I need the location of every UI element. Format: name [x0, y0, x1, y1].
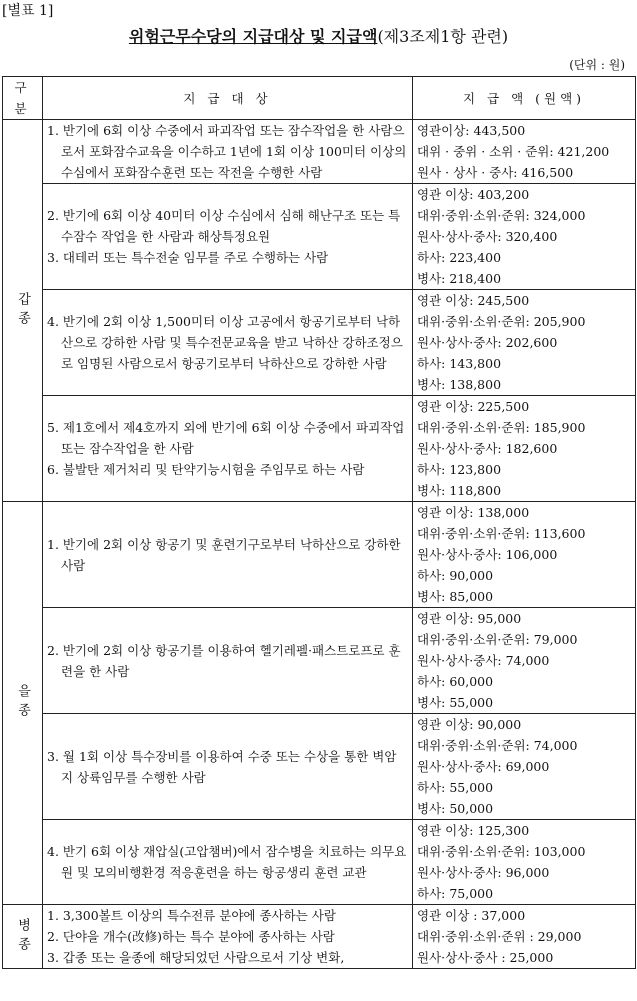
amount-cell [413, 608, 636, 714]
amount-cell [413, 905, 636, 969]
amount-cell [413, 290, 636, 396]
target-item: 1. 반기에 6회 이상 수중에서 파괴작업 또는 잠수작업을 한 사람으로서 포화잠수교육을 이수하고 1년에 1회 이상 100미터 이상의 수심에서 포화잠수훈련 또는 작전을 수행한 사람 [47, 123, 407, 180]
amount-line: 영관 이상: 245,500 [417, 293, 530, 308]
amount-line: 하사: 90,000 [417, 568, 494, 583]
table-row [3, 290, 636, 396]
amount-line: 원사·상사·중사 : 25,000 [417, 950, 554, 965]
title-reference: (제3조제1항 관련) [377, 27, 509, 46]
amount-cell [413, 184, 636, 290]
amount-line: 하사: 75,000 [417, 886, 494, 901]
title-text: 위험근무수당의 지급대상 및 지급액 [128, 27, 378, 46]
target-item: 4. 반기에 2회 이상 1,500미터 이상 고공에서 항공기로부터 낙하산으로 강하한 사람 및 특수전문교육을 받고 낙하산 강하조정으로 임명된 사람으로서 항공기로부터 낙하산으로 강하한 사람 [47, 314, 403, 371]
amount-line: 영관 이상 : 37,000 [417, 908, 526, 923]
table-row [3, 502, 636, 608]
table-body [3, 120, 636, 969]
table-header-row [3, 77, 636, 120]
amount-line: 하사: 55,000 [417, 780, 494, 795]
header-category: 구분 [3, 77, 43, 120]
amount-line: 대위·중위·소위·준위: 113,600 [417, 526, 586, 541]
amount-line: 영관 이상: 125,300 [417, 823, 530, 838]
amount-line: 대위 · 중위 · 소위 · 준위: 421,200 [417, 144, 610, 159]
target-cell [43, 290, 413, 396]
target-item: 4. 반기 6회 이상 재압실(고압챔버)에서 잠수병을 치료하는 의무요원 및 모의비행환경 적응훈련을 하는 항공생리 훈련 교관 [47, 844, 407, 880]
target-item: 1. 3,300볼트 이상의 특수전류 분야에 종사하는 사람 [47, 908, 336, 923]
table-row [3, 120, 636, 184]
table-row [3, 608, 636, 714]
table-row [3, 905, 636, 969]
table-row [3, 820, 636, 905]
table-row [3, 714, 636, 820]
amount-line: 영관 이상: 225,500 [417, 399, 530, 414]
target-item: 6. 불발탄 제거처리 및 탄약기능시험을 주임무로 하는 사람 [47, 462, 365, 477]
table-row [3, 184, 636, 290]
amount-line: 병사: 118,800 [417, 483, 502, 498]
target-cell [43, 184, 413, 290]
amount-line: 대위·중위·소위·준위: 103,000 [417, 844, 586, 859]
amount-line: 원사·상사·중사: 74,000 [417, 653, 550, 668]
amount-cell [413, 820, 636, 905]
amount-line: 대위·중위·소위·준위: 205,900 [417, 314, 586, 329]
target-item: 2. 반기에 2회 이상 항공기를 이용하여 헬기레펠·패스트로프로 훈련을 한 사람 [47, 642, 401, 679]
target-item: 3. 갑종 또는 을종에 해당되었던 사람으로서 기상 변화, [47, 950, 345, 965]
target-cell [43, 502, 413, 608]
amount-line: 영관 이상: 95,000 [417, 611, 522, 626]
amount-line: 대위·중위·소위·준위 : 29,000 [417, 929, 582, 944]
category-cell: 병종 [3, 905, 43, 969]
category-cell: 을종 [3, 502, 43, 905]
amount-line: 원사 · 상사 · 중사: 416,500 [417, 165, 574, 180]
amount-line: 원사·상사·중사: 96,000 [417, 865, 550, 880]
amount-cell [413, 502, 636, 608]
target-item: 1. 반기에 2회 이상 항공기 및 훈련기구로부터 낙하산으로 강하한 사람 [47, 536, 401, 573]
amount-line: 병사: 85,000 [417, 589, 494, 604]
allowance-table [2, 76, 636, 969]
amount-line: 원사·상사·중사: 320,400 [417, 229, 558, 244]
amount-line: 하사: 143,800 [417, 356, 502, 371]
amount-line: 대위·중위·소위·준위: 185,900 [417, 420, 586, 435]
header-target: 지 급 대 상 [43, 77, 413, 120]
annex-label: [별표 1] [2, 3, 54, 19]
table-row [3, 396, 636, 502]
target-cell [43, 714, 413, 820]
amount-line: 대위·중위·소위·준위: 324,000 [417, 208, 586, 223]
page-title [0, 24, 637, 47]
amount-cell [413, 396, 636, 502]
amount-line: 원사·상사·중사: 69,000 [417, 759, 550, 774]
amount-line: 대위·중위·소위·준위: 79,000 [417, 632, 578, 647]
amount-line: 원사·상사·중사: 202,600 [417, 335, 558, 350]
amount-line: 병사: 138,800 [417, 377, 502, 392]
amount-line: 영관이상: 443,500 [417, 123, 526, 138]
amount-line: 병사: 50,000 [417, 801, 494, 816]
target-cell [43, 396, 413, 502]
target-cell [43, 120, 413, 184]
target-cell [43, 608, 413, 714]
amount-line: 영관 이상: 403,200 [417, 187, 530, 202]
target-cell [43, 820, 413, 905]
amount-line: 병사: 218,400 [417, 271, 502, 286]
amount-line: 대위·중위·소위·준위: 74,000 [417, 738, 578, 753]
target-item: 3. 월 1회 이상 특수장비를 이용하여 수중 또는 수상을 통한 벽암지 상륙임무를 수행한 사람 [47, 748, 397, 785]
amount-line: 영관 이상: 90,000 [417, 717, 522, 732]
amount-line: 하사: 123,800 [417, 462, 502, 477]
unit-note: (단위 : 원) [569, 58, 625, 72]
amount-line: 하사: 223,400 [417, 250, 502, 265]
header-amount: 지 급 액 (원액) [413, 77, 636, 120]
amount-line: 하사: 60,000 [417, 674, 494, 689]
amount-cell [413, 714, 636, 820]
target-item: 3. 대테러 또는 특수전술 임무를 주로 수행하는 사람 [47, 250, 329, 265]
amount-line: 원사·상사·중사: 106,000 [417, 547, 558, 562]
target-cell [43, 905, 413, 969]
target-item: 2. 단야을 개수(改修)하는 특수 분야에 종사하는 사람 [47, 929, 335, 944]
target-item: 5. 제1호에서 제4호까지 외에 반기에 6회 이상 수중에서 파괴작업 또는 잠수작업을 한 사람 [47, 420, 405, 456]
target-item: 2. 반기에 6회 이상 40미터 이상 수심에서 심해 해난구조 또는 특수잠수 작업을 한 사람과 해상특정요원 [47, 208, 401, 244]
amount-line: 영관 이상: 138,000 [417, 505, 530, 520]
amount-cell [413, 120, 636, 184]
amount-line: 병사: 55,000 [417, 695, 494, 710]
amount-line: 원사·상사·중사: 182,600 [417, 441, 558, 456]
category-cell: 갑종 [3, 120, 43, 502]
